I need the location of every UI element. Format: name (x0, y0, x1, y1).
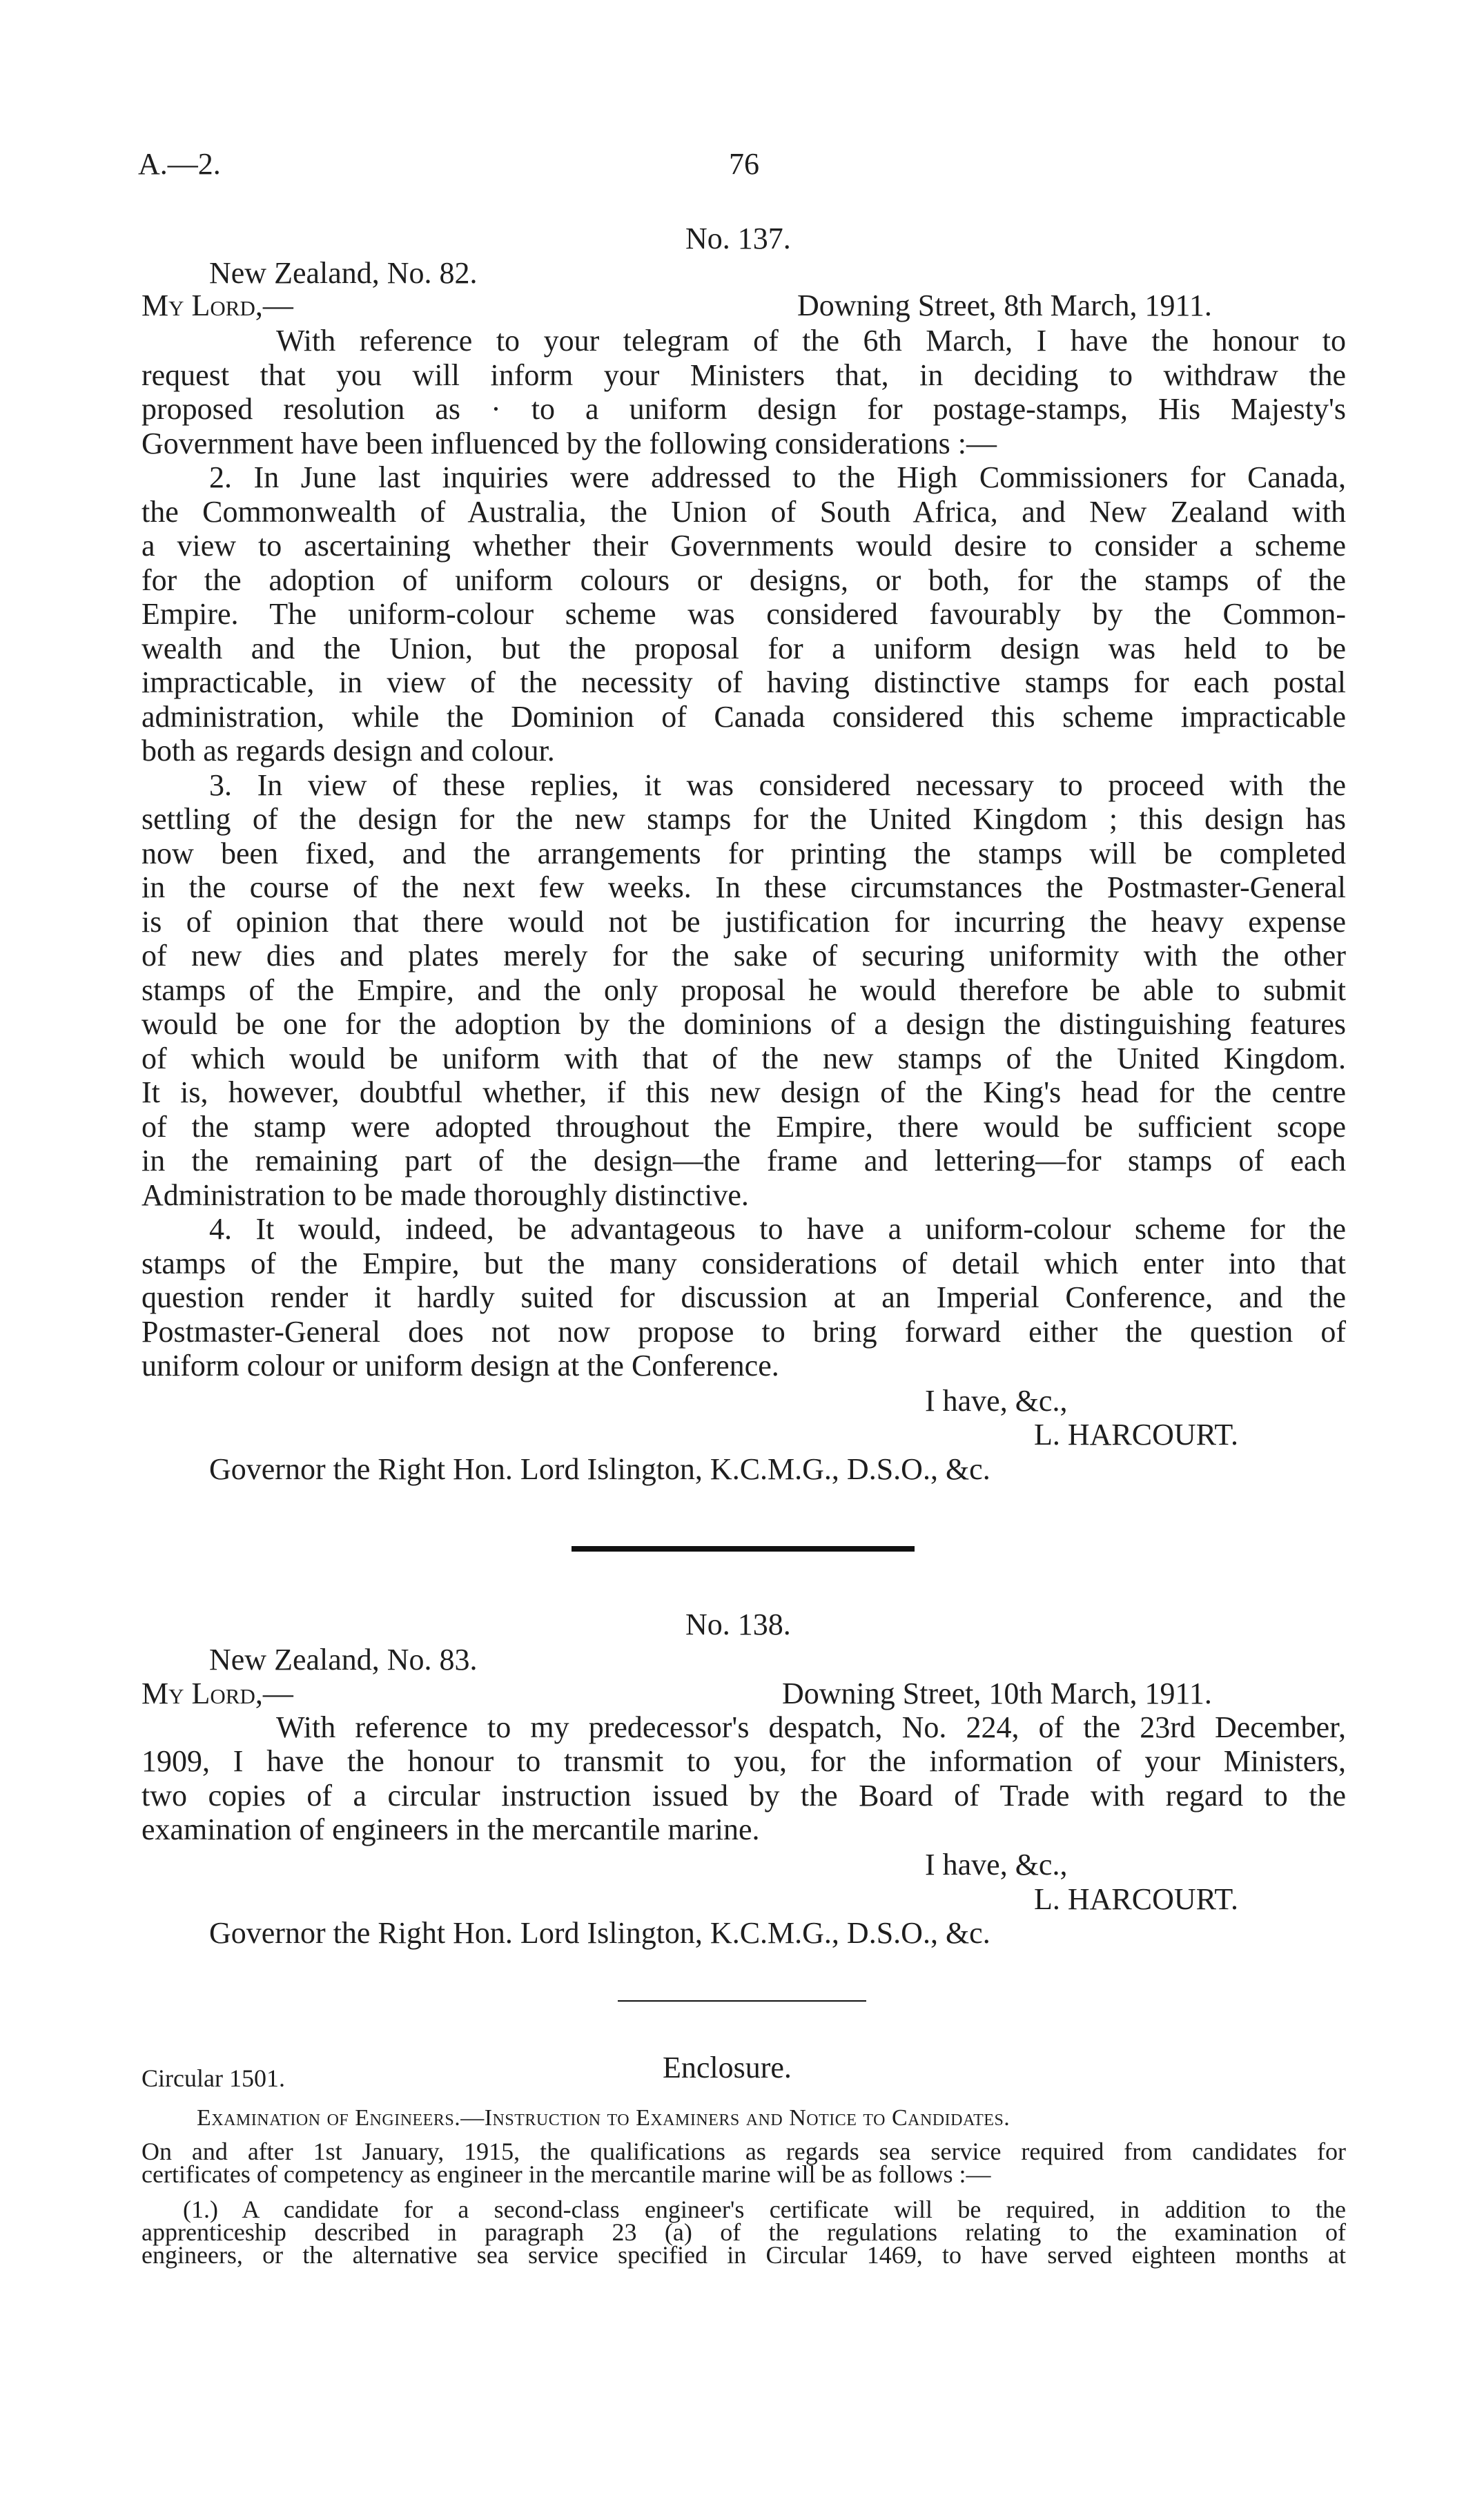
section-divider (572, 1546, 915, 1552)
body-line: stamps of the Empire, but the many considerations of detail which enter into that (141, 1247, 1346, 1280)
body-line: question render it hardly suited for discussion at an Imperial Conference, and the (141, 1280, 1346, 1314)
body-line: 3. In view of these replies, it was considered necessary to proceed with the (209, 768, 1346, 802)
body-line: both as regards design and colour. (141, 734, 555, 768)
body-line: engineers, or the alternative sea service specified in Circular 1469, to have served eighteen months at (141, 2241, 1346, 2269)
body-line: a view to ascertaining whether their Governments would desire to consider a scheme (141, 529, 1346, 563)
closing: I have, &c., (925, 1384, 1068, 1418)
body-line: Empire. The uniform-colour scheme was considered favourably by the Common- (141, 597, 1346, 631)
enclosure-heading: Enclosure. (663, 2051, 792, 2084)
body-line: would be one for the adoption by the dominions of a design the distinguishing features (141, 1007, 1346, 1041)
body-line: for the adoption of uniform colours or designs, or both, for the stamps of the (141, 563, 1346, 597)
body-line: settling of the design for the new stamps for the United Kingdom ; this design has (141, 802, 1346, 836)
body-line: With reference to my predecessor's despatch, No. 224, of the 23rd December, (276, 1710, 1346, 1744)
body-line: wealth and the Union, but the proposal for a uniform design was held to be (141, 632, 1346, 665)
body-line: of new dies and plates merely for the sake of securing uniformity with the other (141, 939, 1346, 973)
body-line: With reference to your telegram of the 6th March, I have the honour to (276, 324, 1346, 358)
closing: I have, &c., (925, 1848, 1068, 1882)
body-line: apprenticeship described in paragraph 23 (a) of the regulations relating to the examination of (141, 2218, 1346, 2246)
body-line: certificates of competency as engineer in the mercantile marine will be as follows :— (141, 2160, 991, 2188)
body-line: 4. It would, indeed, be advantageous to have a uniform-colour scheme for the (209, 1212, 1346, 1246)
letter-reference: New Zealand, No. 83. (209, 1643, 478, 1677)
addressee: Governor the Right Hon. Lord Islington, K.C.M.G., D.S.O., &c. (209, 1452, 990, 1486)
body-line: On and after 1st January, 1915, the qualifications as regards sea service required from candidates for (141, 2138, 1346, 2165)
body-line: Administration to be made thoroughly distinctive. (141, 1178, 749, 1212)
place-date: Downing Street, 10th March, 1911. (782, 1677, 1212, 1710)
letter-reference: New Zealand, No. 82. (209, 256, 478, 290)
body-line: the Commonwealth of Australia, the Union of South Africa, and New Zealand with (141, 495, 1346, 529)
section-divider (618, 2000, 866, 2002)
place-date: Downing Street, 8th March, 1911. (797, 289, 1212, 322)
body-line: It is, however, doubtful whether, if this new design of the King's head for the centre (141, 1075, 1346, 1109)
addressee: Governor the Right Hon. Lord Islington, K.C.M.G., D.S.O., &c. (209, 1916, 990, 1950)
body-line: 1909, I have the honour to transmit to you, for the information of your Ministers, (141, 1744, 1346, 1778)
body-line: is of opinion that there would not be justification for incurring the heavy expense (141, 905, 1346, 939)
body-line: now been fixed, and the arrangements for printing the stamps will be completed (141, 837, 1346, 870)
body-line: 2. In June last inquiries were addressed to the High Commissioners for Canada, (209, 460, 1346, 494)
signature: L. HARCOURT. (1034, 1418, 1238, 1452)
body-line: Government have been influenced by the following considerations :— (141, 427, 997, 460)
body-line: impracticable, in view of the necessity of having distinctive stamps for each postal (141, 665, 1346, 699)
page-number: 76 (729, 147, 759, 181)
body-line: of the stamp were adopted throughout the Empire, there would be sufficient scope (141, 1110, 1346, 1144)
body-line: Postmaster-General does not now propose to bring forward either the question of (141, 1315, 1346, 1349)
body-line: stamps of the Empire, and the only proposal he would therefore be able to submit (141, 973, 1346, 1007)
body-line: uniform colour or uniform design at the Conference. (141, 1349, 779, 1382)
letter-number: No. 137. (685, 222, 791, 255)
body-line: proposed resolution as · to a uniform design for postage-stamps, His Majesty's (141, 392, 1346, 426)
body-line: (1.) A candidate for a second-class engineer's certificate will be required, in addition to the (183, 2196, 1346, 2223)
body-line: examination of engineers in the mercantile marine. (141, 1813, 760, 1846)
body-line: in the course of the next few weeks. In these circumstances the Postmaster-General (141, 870, 1346, 904)
salutation: My Lord,— (141, 1677, 293, 1710)
series-label: A.—2. (138, 147, 221, 181)
letter-number: No. 138. (685, 1608, 791, 1641)
signature: L. HARCOURT. (1034, 1882, 1238, 1916)
salutation: My Lord,— (141, 289, 293, 322)
enclosure-subheading: Examination of Engineers.—Instruction to Examiners and Notice to Candidates. (197, 2105, 1011, 2131)
body-line: of which would be uniform with that of the new stamps of the United Kingdom. (141, 1042, 1346, 1075)
body-line: in the remaining part of the design—the frame and lettering—for stamps of each (141, 1144, 1346, 1178)
body-line: two copies of a circular instruction issued by the Board of Trade with regard to the (141, 1779, 1346, 1813)
body-line: request that you will inform your Ministers that, in deciding to withdraw the (141, 358, 1346, 392)
body-line: administration, while the Dominion of Canada considered this scheme impracticable (141, 700, 1346, 734)
circular-number: Circular 1501. (141, 2064, 285, 2092)
